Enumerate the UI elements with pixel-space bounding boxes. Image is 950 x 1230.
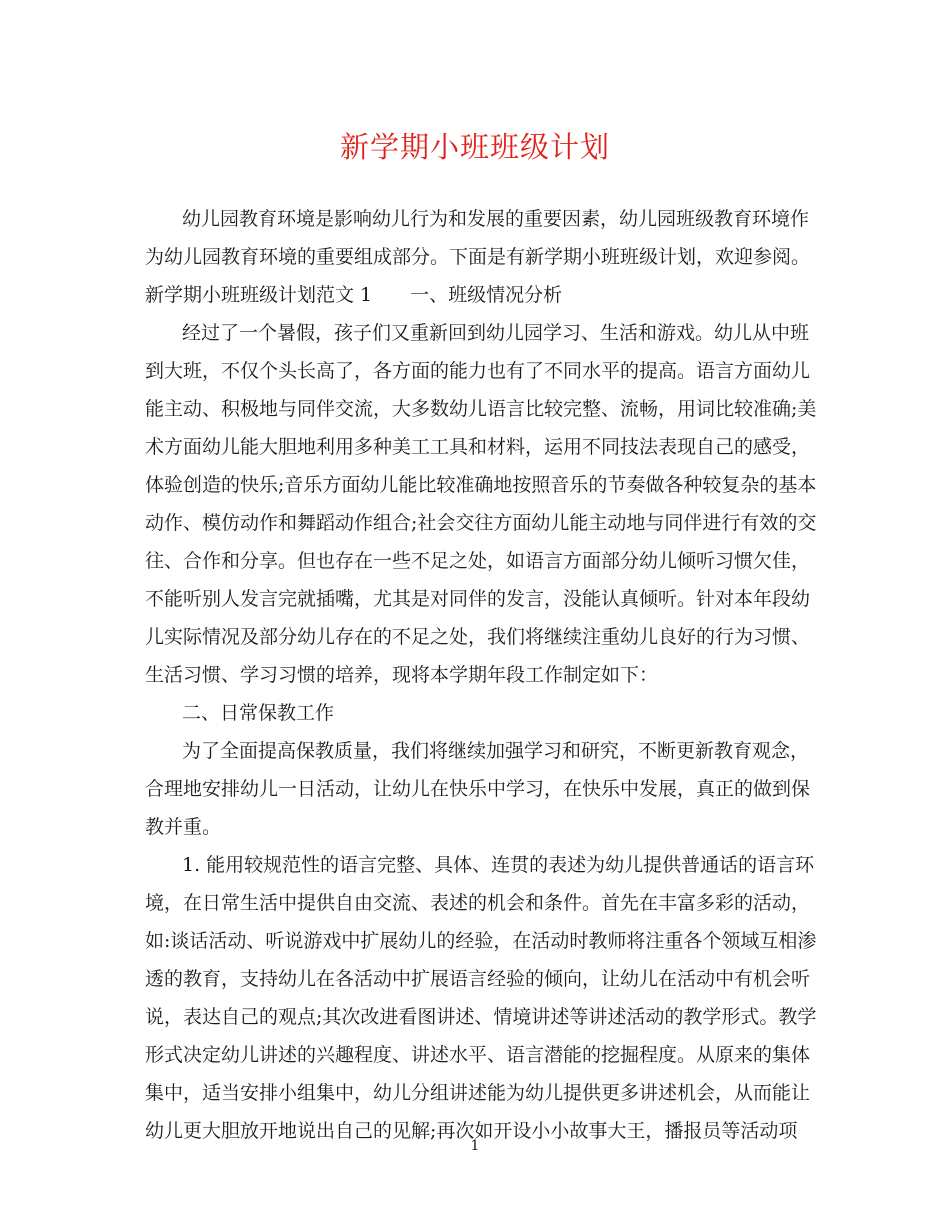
- paragraph-line: 如:谈话活动、听说游戏中扩展幼儿的经验，在活动时教师将注重各个领域互相渗: [145, 930, 817, 952]
- paragraph-line: 能主动、积极地与同伴交流，大多数幼儿语言比较完整、流畅，用词比较准确;美: [145, 398, 817, 420]
- paragraph-line: 往、合作和分享。但也存在一些不足之处，如语言方面部分幼儿倾听习惯欠佳，: [145, 550, 811, 572]
- paragraph-line: 术方面幼儿能大胆地利用多种美工工具和材料，运用不同技法表现自己的感受，: [145, 436, 811, 458]
- paragraph-line: 透的教育，支持幼儿在各活动中扩展语言经验的倾向，让幼儿在活动中有机会听: [145, 968, 811, 990]
- section-heading-line: 新学期小班班级计划范文 1 一、班级情况分析: [145, 284, 563, 306]
- paragraph-line: 幼儿园教育环境是影响幼儿行为和发展的重要因素，幼儿园班级教育环境作: [182, 208, 810, 230]
- paragraph-line: 境，在日常生活中提供自由交流、表述的机会和条件。首先在丰富多彩的活动，: [145, 892, 811, 914]
- paragraph-line: 儿实际情况及部分幼儿存在的不足之处，我们将继续注重幼儿良好的行为习惯、: [145, 626, 811, 648]
- paragraph-line: 说，表达自己的观点;其次改进看图讲述、情境讲述等讲述活动的教学形式。教学: [145, 1006, 817, 1028]
- paragraph-line: 不能听别人发言完就插嘴，尤其是对同伴的发言，没能认真倾听。针对本年段幼: [145, 588, 811, 610]
- page-number: 1: [470, 1138, 480, 1154]
- document-title: 新学期小班班级计划: [339, 130, 610, 164]
- paragraph-line: 生活习惯、学习习惯的培养，现将本学期年段工作制定如下：: [145, 664, 659, 686]
- paragraph-line: 为幼儿园教育环境的重要组成部分。下面是有新学期小班班级计划，欢迎参阅。: [145, 246, 811, 268]
- paragraph-line: 教并重。: [145, 816, 222, 838]
- paragraph-line: 形式决定幼儿讲述的兴趣程度、讲述水平、语言潜能的挖掘程度。从原来的集体: [145, 1044, 811, 1066]
- section-heading: 二、日常保教工作: [182, 702, 335, 724]
- paragraph-line: 幼儿更大胆放开地说出自己的见解;再次如开设小小故事大王，播报员等活动项: [145, 1120, 798, 1142]
- paragraph-line: 体验创造的快乐;音乐方面幼儿能比较准确地按照音乐的节奏做各种较复杂的基本: [145, 474, 817, 496]
- paragraph-line: 合理地安排幼儿一日活动，让幼儿在快乐中学习，在快乐中发展，真正的做到保: [145, 778, 811, 800]
- paragraph-line: 集中，适当安排小组集中，幼儿分组讲述能为幼儿提供更多讲述机会，从而能让: [145, 1082, 811, 1104]
- paragraph-line: 经过了一个暑假，孩子们又重新回到幼儿园学习、生活和游戏。幼儿从中班: [182, 322, 810, 344]
- paragraph-line: 为了全面提高保教质量，我们将继续加强学习和研究，不断更新教育观念，: [182, 740, 810, 762]
- paragraph-line: 到大班，不仅个头长高了，各方面的能力也有了不同水平的提高。语言方面幼儿: [145, 360, 811, 382]
- paragraph-line: 动作、模仿动作和舞蹈动作组合;社会交往方面幼儿能主动地与同伴进行有效的交: [145, 512, 817, 534]
- paragraph-line: 1. 能用较规范性的语言完整、具体、连贯的表述为幼儿提供普通话的语言环: [182, 854, 815, 876]
